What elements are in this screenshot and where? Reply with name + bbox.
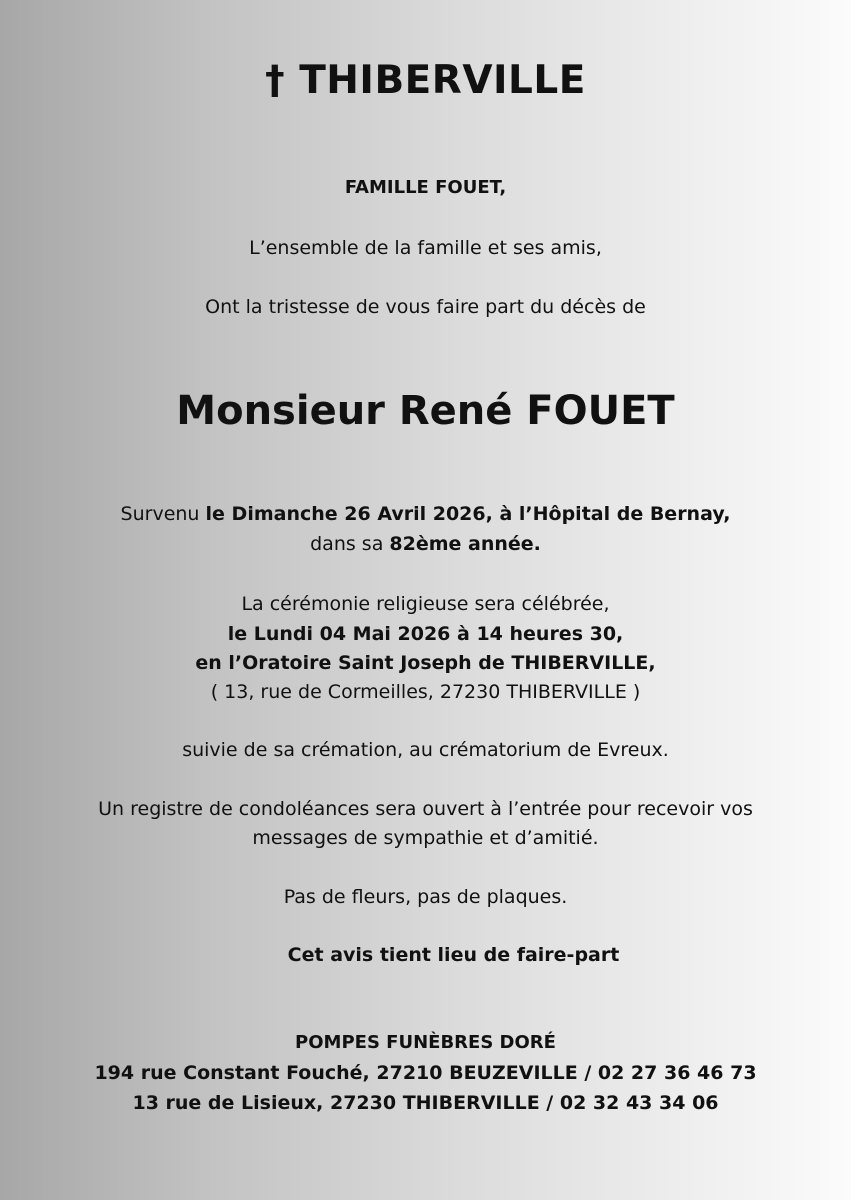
announcement-line: Ont la tristesse de vous faire part du décès de [205,296,646,318]
ceremony-intro: La cérémonie religieuse sera célébrée, [241,593,610,615]
ceremony-address: ( 13, rue de Cormeilles, 27230 THIBERVILLE ) [210,681,641,703]
death-date-place: le Dimanche 26 Avril 2026, à l’Hôpital de Bernay, [205,503,731,525]
family-name: FAMILLE FOUET, [344,177,507,198]
funeral-home-address-1: 194 rue Constant Fouché, 27210 BEUZEVILLE / 02 27 36 46 73 [94,1062,757,1084]
deceased-name: Monsieur René FOUET [176,388,675,434]
ceremony-date: le Lundi 04 Mai 2026 à 14 heures 30, [227,623,624,645]
notice-title [0,55,851,107]
cremation-line: suivie de sa crémation, au crématorium de Evreux. [182,739,669,761]
family-and-friends-line: L’ensemble de la famille et ses amis, [249,237,602,259]
age-value: 82ème année. [389,533,541,555]
death-prefix: Survenu [120,503,206,525]
notice-disclaimer: Cet avis tient lieu de faire-part [287,944,620,966]
town-name: THIBERVILLE [299,58,586,103]
age-line [0,530,851,558]
condolence-register-line-1: Un registre de condoléances sera ouvert à l’entrée pour recevoir vos [98,798,753,820]
funeral-home-address-2: 13 rue de Lisieux, 27230 THIBERVILLE / 02 32 43 34 06 [132,1092,719,1114]
no-flowers-line: Pas de fleurs, pas de plaques. [283,886,568,908]
funeral-home-name: POMPES FUNÈBRES DORÉ [295,1032,556,1053]
cross-icon: † [265,58,286,103]
death-details-line [0,500,851,528]
age-prefix: dans sa [310,533,390,555]
condolence-register-line-2: messages de sympathie et d’amitié. [252,827,599,849]
ceremony-location: en l’Oratoire Saint Joseph de THIBERVILLE, [195,652,656,674]
